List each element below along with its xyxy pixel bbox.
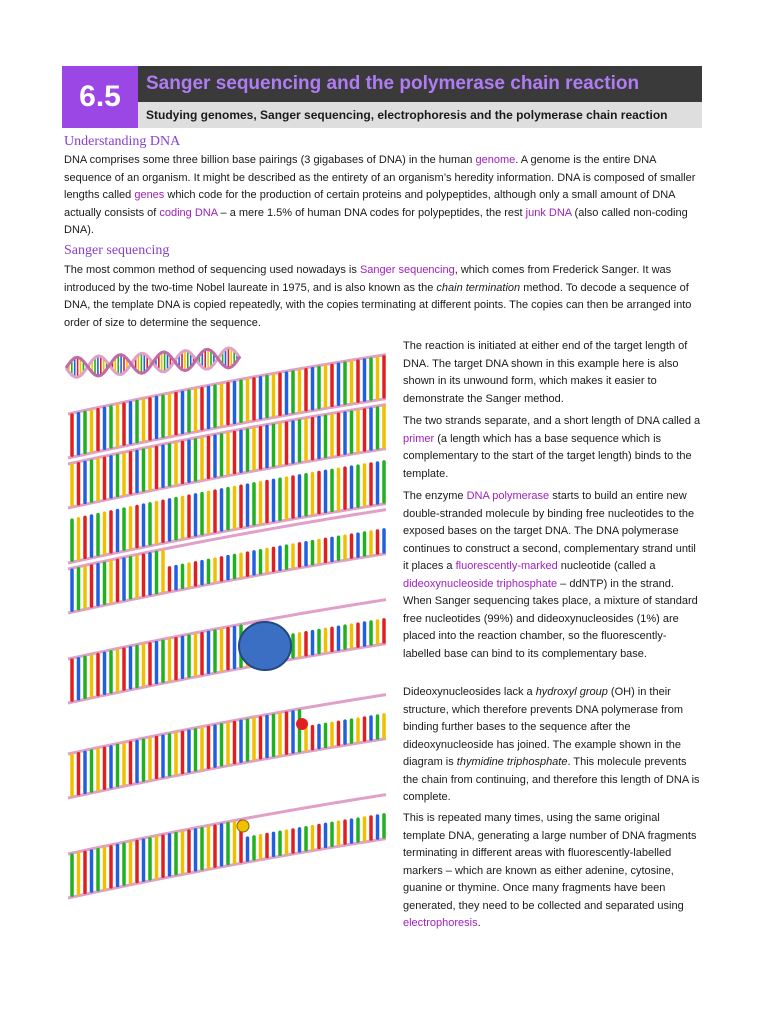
section-number: 6.5 [62, 66, 138, 128]
term-primer: primer [403, 432, 435, 445]
page-subtitle: Studying genomes, Sanger sequencing, electrophoresis and the polymerase chain reaction [138, 102, 702, 128]
paragraph-primer: The two strands separate, and a short length of DNA called a primer (a length which has a base sequence which is complementary to the start of the target length) binds to the template. [403, 415, 701, 480]
term-genes: genes [134, 189, 165, 201]
term-fluorescently-marked: fluorescently-marked [455, 560, 558, 572]
term-genome: genome [475, 154, 516, 166]
paragraph-sanger-intro: The most common method of sequencing used nowadays is Sanger sequencing, which comes from Frederick Sanger. It was introduced by the two-time Nobel laureate in 1975, and is also known as the chain termination method. To decode a sequence of DNA, the template DNA is copied repeatedly, with the copies terminating at different points. The copies can then be arranged into order of size to determine the sequence. [64, 264, 692, 329]
paragraph-polymerase: The enzyme DNA polymerase starts to build an entire new double-stranded molecule by binding free nucleotides to the exposed bases on the target DNA. The DNA polymerase continues to construct a second, complementary strand until it places a fluorescently-marked nucleotide (called a dideoxynucleoside triphosphate – ddNTP) in the strand. When Sanger sequencing takes place, a mixture of standard free nucleotides (99%) and dideoxynucleosides (1%) are placed into the reaction chamber, so the fluorescently-labelled base can bind to its complementary base. [403, 490, 698, 660]
dna-strands [68, 355, 386, 898]
page-title: Sanger sequencing and the polymerase chain reaction [138, 66, 702, 102]
paragraph-reaction-start: The reaction is initiated at either end of the target length of DNA. The target DNA shown in this example here is also shown in its unwound form, which makes it easier to demonstrate the Sanger method. [403, 340, 688, 405]
term-coding-dna: coding DNA [159, 206, 218, 219]
terminator-yellow-icon [237, 820, 249, 832]
dna-helix-icon [66, 348, 240, 377]
page-header [62, 66, 702, 128]
term-ddntp: dideoxynucleoside triphosphate [403, 577, 558, 590]
sanger-illustration [60, 336, 396, 966]
heading-understanding-dna: Understanding DNA [64, 134, 181, 149]
paragraph-repetition: This is repeated many times, using the same original template DNA, generating a large number of DNA fragments terminating in different areas with fluorescently-labelled markers – which are known as either adenine, cytosine, guanine or thymine. Once many fragments have been generated, they need to be collected and separated using electrophoresis. [403, 812, 697, 929]
paragraph-understanding-dna: DNA comprises some three billion base pairings (3 gigabases of DNA) in the human genome. A genome is the entire DNA sequence of an organism. It might be described as the entirety of an organism’s heredity information. DNA is composed of smaller lengths called genes which code for the production of certain proteins and polypeptides, although only a small amount of DNA actually consists of coding DNA – a mere 1.5% of human DNA codes for polypeptides, the rest junk DNA (also called non-coding DNA). [64, 154, 696, 236]
terminator-red-icon [296, 718, 308, 730]
paragraph-dideoxynucleosides: Dideoxynucleosides lack a hydroxyl group (OH) in their structure, which therefore prevents DNA polymerase from binding further bases to the sequence after the dideoxynucleoside has joined. The example shown in the diagram is thymidine triphosphate. This molecule prevents the chain from continuing, and therefore this length of DNA is complete. [403, 686, 700, 803]
term-sanger-sequencing: Sanger sequencing [359, 264, 455, 276]
heading-sanger-sequencing: Sanger sequencing [64, 243, 170, 258]
term-electrophoresis: electrophoresis [403, 917, 478, 929]
dna-polymerase-icon [239, 622, 291, 670]
term-dna-polymerase: DNA polymerase [466, 490, 550, 502]
term-junk-dna: junk DNA [525, 206, 572, 219]
